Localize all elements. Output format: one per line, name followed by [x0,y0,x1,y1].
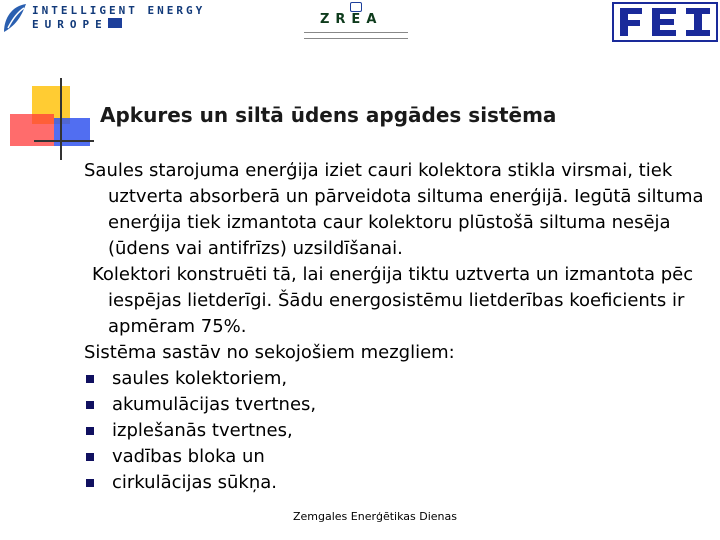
iee-leaf-icon [0,2,30,36]
list-item-text: izplešanās tvertnes, [112,420,293,441]
list-item-text: saules kolektoriem, [112,368,288,389]
list-item [84,444,704,470]
eu-flag-icon [108,18,122,28]
slide-title: Apkures un siltā ūdens apgādes sistēma [100,103,557,127]
slide-body [84,158,704,496]
list-item [84,366,704,392]
list-item [84,392,704,418]
title-deco-horizontal-line [34,140,94,142]
bullet-square-icon [86,453,94,461]
body-paragraph: Saules starojuma enerģija iziet cauri kolektora stikla virsmai, tiek uztverta absorberā un pārveidota siltuma enerģijā. Iegūtā siltuma enerģija tiek izmantota caur kolektoru plūstošā siltuma nesēja (ūdens vai antifrīzs) uzsildīšanai. [84,160,704,259]
list-item [84,470,704,496]
zrea-logo [300,0,412,46]
zrea-seal-icon [350,2,362,12]
list-item-text: akumulācijas tvertnes, [112,394,317,415]
body-paragraph: Kolektori konstruēti tā, lai enerģija tiktu uztverta un izmantota pēc iespējas lietderīgi. Šādu energosistēmu lietderības koeficients ir apmēram 75%. [92,264,694,337]
fei-logo-icon [612,2,718,42]
list-item-text: cirkulācijas sūkņa. [112,472,278,493]
zrea-logo-word: ZREA [320,12,383,27]
title-deco-vertical-line [60,78,62,160]
intelligent-energy-europe-logo [0,0,206,40]
bullet-square-icon [86,401,94,409]
bullet-square-icon [86,427,94,435]
iee-logo-line1: INTELLIGENT ENERGY [32,4,206,17]
iee-logo-line2: EUROPE [32,18,108,31]
zrea-divider [304,32,408,33]
slide-footer: Zemgales Enerģētikas Dienas [292,510,457,523]
bullet-square-icon [86,375,94,383]
list-item-text: vadības bloka un [112,446,265,467]
bullet-square-icon [86,479,94,487]
list-item [84,418,704,444]
body-paragraph: Sistēma sastāv no sekojošiem mezgliem: [84,342,455,363]
zrea-divider [304,38,408,39]
